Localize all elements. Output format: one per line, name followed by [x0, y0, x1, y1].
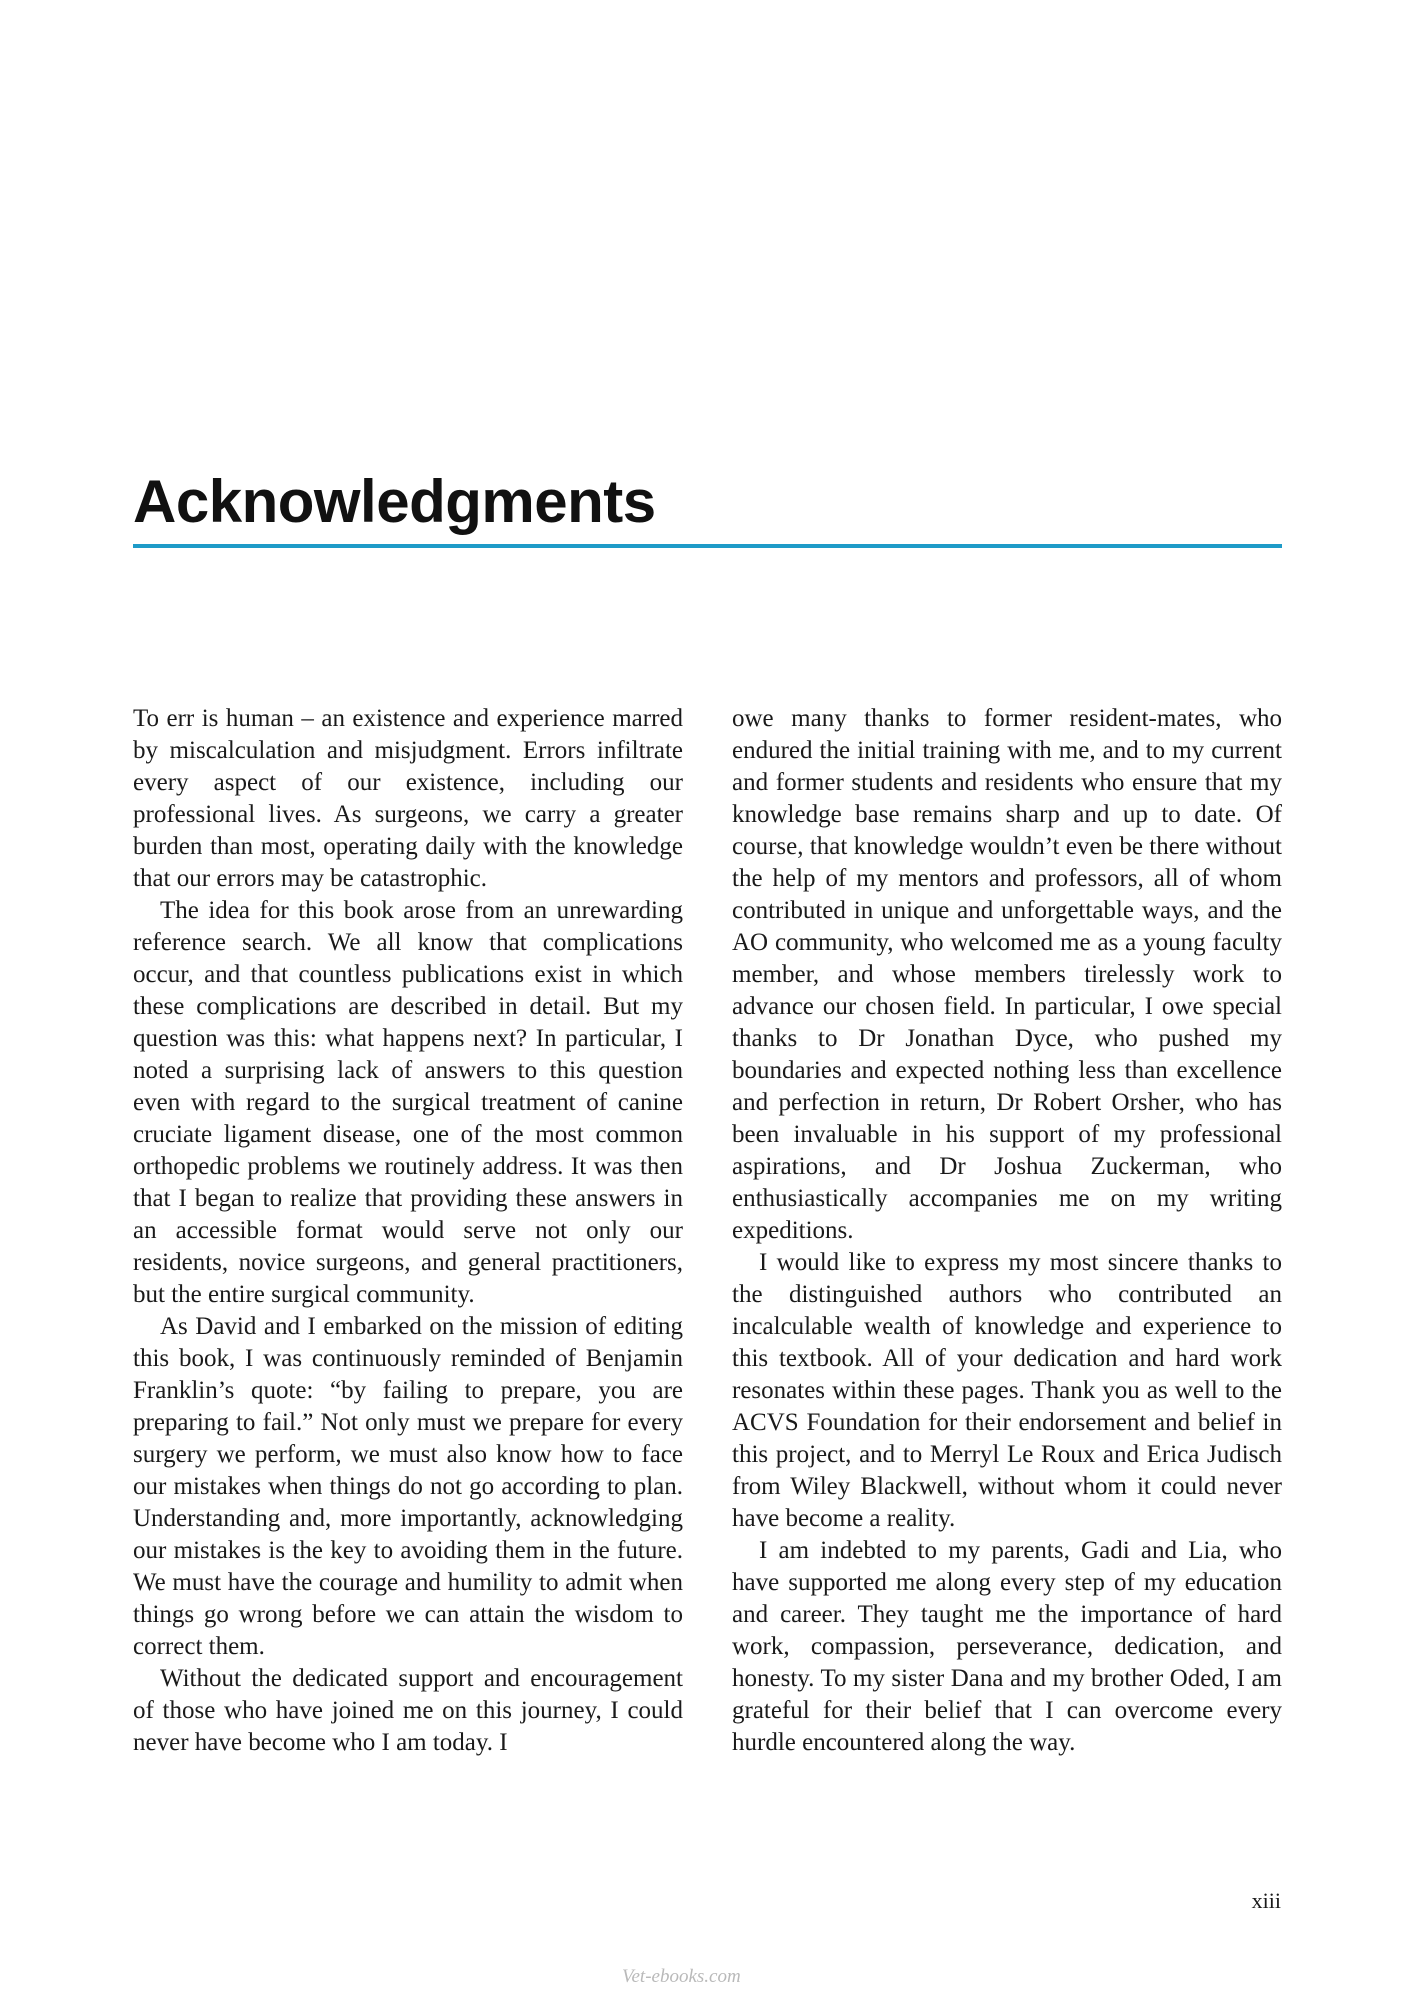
title-rule	[133, 544, 1282, 548]
left-column	[133, 703, 683, 1759]
watermark-logo: Vet-ebooks.com	[622, 1966, 741, 1987]
right-column	[732, 703, 1282, 1759]
paragraph: I am indebted to my parents, Gadi and Lia, who have supported me along every step of my education and career. They taught me the importance of hard work, compassion, perseverance, dedication, and honesty. To my sister Dana and my brother Oded, I am grateful for their belief that I can overcome every hurdle encountered along the way.	[732, 1537, 1282, 1756]
page-number: xiii	[1251, 1888, 1281, 1913]
page-title: Acknowledgments	[133, 468, 656, 535]
paragraph: To err is human – an existence and experience marred by miscalculation and misjudgment. Errors infiltrate every aspect of our existence, including our professional lives. As surgeons, we carry a greater burden than most, operating daily with the knowledge that our errors may be catastrophic.	[133, 705, 683, 892]
paragraph: I would like to express my most sincere thanks to the distinguished authors who contributed an incalculable wealth of knowledge and experience to this textbook. All of your dedication and hard work resonates within these pages. Thank you as well to the ACVS Foundation for their endorsement and belief in this project, and to Merryl Le Roux and Erica Judisch from Wiley Blackwell, without whom it could never have become a reality.	[732, 1249, 1282, 1532]
paragraph: The idea for this book arose from an unrewarding reference search. We all know that complications occur, and that countless publications exist in which these complications are described in detail. But my question was this: what happens next? In particular, I noted a surprising lack of answers to this question even with regard to the surgical treatment of canine cruciate ligament disease, one of the most common orthopedic problems we routinely address. It was then that I began to realize that providing these answers in an accessible format would serve not only our residents, novice surgeons, and general practitioners, but the entire surgical community.	[133, 897, 683, 1308]
paragraph: Without the dedicated support and encouragement of those who have joined me on this journey, I could never have become who I am today. I	[133, 1665, 683, 1756]
paragraph: As David and I embarked on the mission of editing this book, I was continuously reminded of Benjamin Franklin’s quote: “by failing to prepare, you are preparing to fail.” Not only must we prepare for every surgery we perform, we must also know how to face our mistakes when things do not go according to plan. Understanding and, more importantly, acknowledging our mistakes is the key to avoiding them in the future. We must have the courage and humility to admit when things go wrong before we can attain the wisdom to correct them.	[133, 1313, 683, 1660]
paragraph: owe many thanks to former resident-mates, who endured the initial training with me, and to my current and former students and residents who ensure that my knowledge base remains sharp and up to date. Of course, that knowledge wouldn’t even be there without the help of my mentors and professors, all of whom contributed in unique and unforgettable ways, and the AO community, who welcomed me as a young faculty member, and whose members tirelessly work to advance our chosen field. In particular, I owe special thanks to Dr Jonathan Dyce, who pushed my boundaries and expected nothing less than excellence and perfection in return, Dr Robert Orsher, who has been invaluable in his support of my professional aspirations, and Dr Joshua Zuckerman, who enthusiastically accompanies me on my writing expeditions.	[732, 705, 1282, 1244]
